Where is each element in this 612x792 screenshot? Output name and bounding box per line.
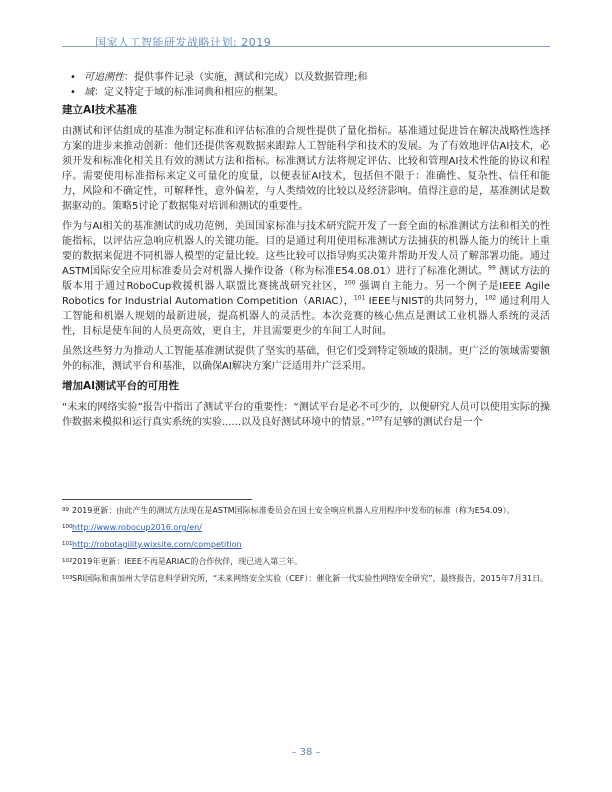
bullet-item-domain bbox=[62, 85, 550, 100]
footnote-text: SRI国际和南加州大学信息科学研究所，“未来网络安全实验（CEF）：催化新一代实验性网络安全研究”，最终报告，2015年7月31日。 bbox=[72, 574, 549, 583]
bullet-item-traceability bbox=[62, 70, 550, 85]
paragraph-text: “未来的网络实验”报告中指出了测试平台的重要性：“测试平台是必不可少的，以便研究人员可以使用实际的操作数据来模拟和运行真实系统的实验......以及良好测试环境中的情景。” bbox=[62, 402, 550, 428]
page-number: – 38 – bbox=[291, 747, 321, 758]
bullet-text: ：定义特定于域的标准词典和相应的框架。 bbox=[94, 87, 284, 98]
footnote-number: 103 bbox=[62, 575, 73, 581]
footnote-link[interactable]: http://www.robocup2016.org/en/ bbox=[72, 523, 202, 532]
paragraph: 虽然这些努力为推动人工智能基准测试提供了坚实的基础，但它们受到特定领域的限制。更广泛的领域需要额外的标准，测试平台和基准，以确保AI解决方案广泛适用并广泛采用。 bbox=[62, 346, 550, 372]
footnote-102 bbox=[62, 556, 550, 568]
footnote-101 bbox=[62, 539, 550, 551]
footnotes bbox=[62, 505, 550, 590]
footnote-ref[interactable]: 99 bbox=[488, 264, 496, 272]
paragraph-text: 强调自主能力。另一个例子是IEEE Agile Robotics for Industrial Automation Competition（ARIAC）， bbox=[62, 281, 550, 307]
bullet-term: 域 bbox=[84, 87, 94, 98]
footnote-ref[interactable]: 102 bbox=[484, 294, 497, 302]
paragraph: 由测试和评估组成的基准为制定标准和评估标准的合规性提供了量化指标。基准通过促进旨在解决战略性选择方案的进步来推动创新：他们还提供客观数据来跟踪人工智能科学和技术的发展。为了有效地评估AI技术，必须开发和标准化相关且有效的测试方法和指标。标准测试方法将规定评估、比较和管理AI技术性能的协议和程序。需要使用标准指标来定义可量化的度量，以便表征AI技术，包括但不限于：准确性、复杂性、信任和能力，风险和不确定性，可解释性，意外偏差，与人类绩效的比较以及经济影响。值得注意的是，基准测试是数据驱动的。策略5讨论了数据集对培训和测试的重要性。 bbox=[62, 126, 550, 212]
header-rule bbox=[62, 46, 550, 47]
footnote-text: 2019更新：由此产生的测试方法现在是ASTM国际标准委员会在国土安全响应机器人应用程序中发布的标准（称为E54.09）。 bbox=[72, 506, 515, 515]
paragraph-text: IEEE与NIST的共同努力， bbox=[365, 296, 485, 307]
bullet-term: 可追溯性 bbox=[84, 72, 124, 83]
footnote-separator bbox=[62, 499, 252, 500]
footnote-100 bbox=[62, 522, 550, 534]
paragraph bbox=[62, 400, 550, 430]
bullet-dot-icon: • bbox=[70, 87, 76, 98]
footnote-link[interactable]: http://robotagility.wixsite.com/competition bbox=[72, 540, 242, 549]
footnote-number: 101 bbox=[62, 541, 73, 547]
footnote-99 bbox=[62, 505, 550, 517]
running-header: 国家人工智能研发战略计划: 2019 bbox=[95, 36, 272, 49]
footnote-ref[interactable]: 103 bbox=[371, 415, 383, 423]
footnote-ref[interactable]: 100 bbox=[344, 279, 356, 287]
bullet-dot-icon: • bbox=[70, 72, 76, 83]
footnote-number: 99 bbox=[62, 507, 69, 513]
section-heading-testbeds: 增加AI测试平台的可用性 bbox=[62, 380, 180, 392]
main-content bbox=[62, 70, 550, 435]
bullet-text: ：提供事件记录（实施，测试和完成）以及数据管理;和 bbox=[124, 72, 368, 83]
bullet-list bbox=[62, 70, 550, 100]
paragraph bbox=[62, 219, 550, 339]
footnote-ref[interactable]: 101 bbox=[353, 294, 366, 302]
footnote-103 bbox=[62, 573, 550, 585]
paragraph-text: 测试方法的版本用于通过RoboCup救援机器人联盟比赛挑战研究社区， bbox=[62, 266, 550, 292]
paragraph-text: 有足够的测试台是一个 bbox=[382, 417, 483, 428]
paragraph-text: 作为与AI相关的基准测试的成功范例，美国国家标准与技术研究院开发了一套全面的标准测试方法和相关的性能指标，以评估应急响应机器人的关键功能。目的是通过利用使用标准测试方法捕获的机器人能力的统计上重要的数据来促进不同机器人模型的定量比较。这些比较可以指导购买决策并帮助开发人员了解部署功能。通过ASTM国际安全应用标准委员会对机器人操作设备（称为标准E54.08.01）进行了标准化测试。 bbox=[62, 221, 550, 277]
footnote-number: 100 bbox=[62, 524, 73, 530]
footnote-text: 2019年更新：IEEE不再是ARIAC的合作伙伴，现已进入第三年。 bbox=[72, 557, 303, 566]
paragraph-text: 通过利用人工智能和机器人规划的最新进展，提高机器人的灵活性。本次竞赛的核心焦点是测试工业机器人系统的灵活性，目标是使车间的人员更高效，更自主，并且需要更少的车间工人时间。 bbox=[62, 296, 550, 337]
section-heading-benchmarks: 建立AI技术基准 bbox=[62, 104, 138, 116]
footnote-number: 102 bbox=[62, 558, 73, 564]
